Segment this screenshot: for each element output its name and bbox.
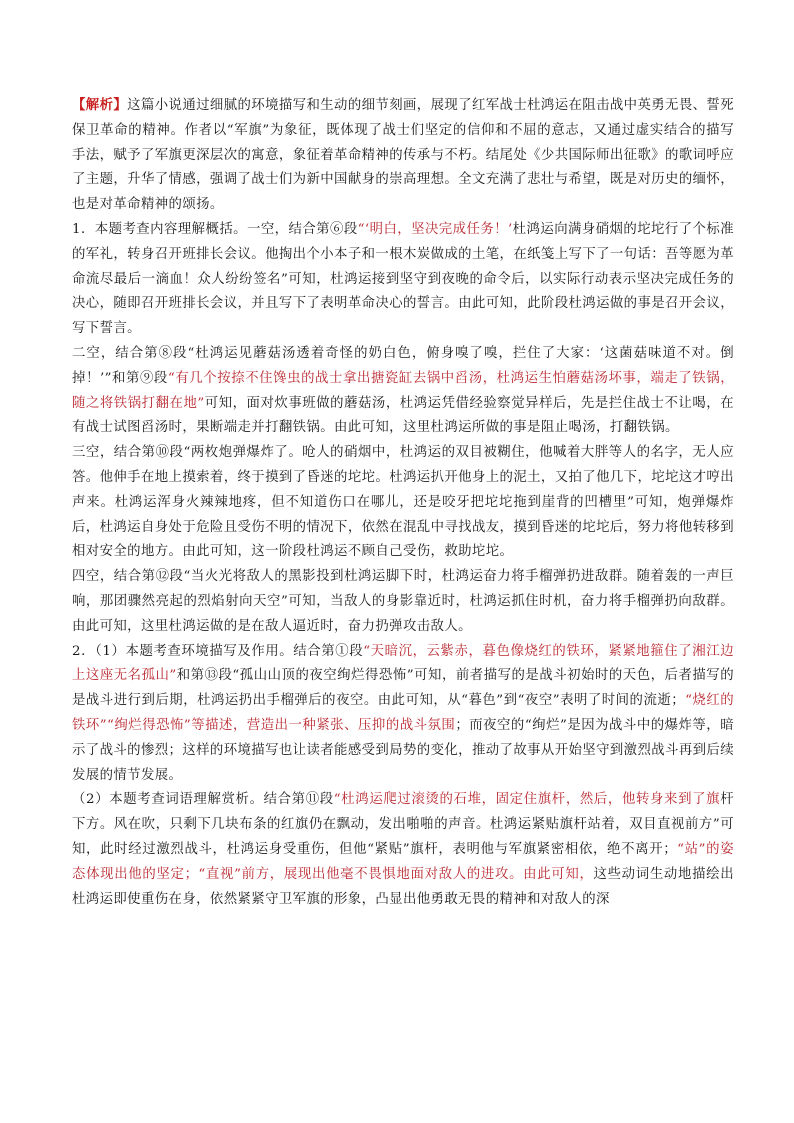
analysis-intro-text: 这篇小说通过细腻的环境描写和生动的细节刻画，展现了红军战士杜鸿运在阻击战中英勇无畏、誓死保卫革命的精神。作者以“军旗”为象征，既体现了战士们坚定的信仰和不屈的意志，又通过虚实结合的描写手法，赋予了军旗更深层次的寓意，象征着革命精神的传承与不朽。结尾处《少共国际师出征歌》的歌词呼应了主题，升华了情感，强调了战士们为新中国献身的崇高理想。全文充满了悲壮与希望，既是对历史的缅怀，也是对革命精神的颂扬。: [72, 98, 734, 213]
q2-2-intro-text: （2）本题考查词语理解赏析。结合第⑪段: [72, 792, 334, 808]
q2-2-mid-text: 杆下方。风在吹，只剩下几块布条的红旗仍在飘动，发出啪啪的声音。杜鸿运紧贴旗杆站着，双目直视前方”可知，此时经过激烈战斗，杜鸿运身受重伤，但他“紧贴”旗杆，表明他与军旗紧密相依，绝不离开；: [72, 792, 734, 857]
q2-1-quote2-text: “烧红的铁环”“绚烂得恐怖”等描述，营造出一种紧张、压抑的战斗氛围: [72, 693, 735, 733]
q2-2-quote1-text: “杜鸿运爬过滚烫的石堆，固定住旗杆，然后，他转身来到了旗: [333, 792, 721, 808]
q1-blank2-quote-text: “有几个按捺不住馋虫的战士拿出搪瓷缸去锅中舀汤，杜鸿运生怕蘑菇汤坏事，端走了铁锅，随之将铁锅打翻在地”: [72, 370, 734, 411]
question-2-part-2-paragraph: [72, 788, 734, 912]
analysis-label: 【解析】: [72, 97, 128, 113]
q1-blank2-rest-text: 可知，面对炊事班做的蘑菇汤，杜鸿运凭借经验察觉异样后，先是拦住战士不让喝，在有战士试图舀汤时，果断端走并打翻铁锅。由此可知，这里杜鸿运所做的事是阻止喝汤，打翻铁锅。: [72, 395, 734, 436]
q2-2-quote2-text: “站”的姿态体现出他的坚定；“直视”前方，展现出他毫不畏惧地面对敌人的进攻。由此可知，: [72, 841, 734, 882]
question-1-blank-2-paragraph: [72, 342, 734, 441]
question-1-blank-3-paragraph: 三空，结合第⑩段“两枚炮弹爆炸了。呛人的硝烟中，杜鸿运的双目被糊住，他喊着大胖等人的名字，无人应答。他伸手在地上摸索着，终于摸到了昏迷的坨坨。杜鸿运扒开他身上的泥土，又拍了他几下，坨坨这才哼出声来。杜鸿运浑身火辣辣地疼，但不知道伤口在哪儿，还是咬牙把坨坨拖到崖背的凹槽里”可知，炮弹爆炸后，杜鸿运自身处于危险且受伤不明的情况下，依然在混乱中寻找战友，摸到昏迷的坨坨后，努力将他转移到相对安全的地方。由此可知，这一阶段杜鸿运不顾自己受伤，救助坨坨。: [72, 445, 734, 560]
q1-blank2-intro-text: 二空，结合第⑧段“杜鸿运见蘑菇汤透着奇怪的奶白色，俯身嗅了嗅，拦住了大家：‘这菌菇味道不对。倒掉！’”和第⑨段: [72, 345, 734, 386]
question-1-blank-4-paragraph: 四空，结合第⑫段“当火光将敌人的黑影投到杜鸿运脚下时，杜鸿运奋力将手榴弹扔进敌群。随着轰的一声巨响，那团骤然亮起的烈焰射向天空”可知，当敌人的身影靠近时，杜鸿运抓住时机，奋力将手榴弹扔向敌群。由此可知，这里杜鸿运做的是在敌人逼近时，奋力扔弹攻击敌人。: [72, 569, 734, 634]
analysis-intro-paragraph: [72, 93, 734, 218]
q1-rest-text: 杜鸿运向满身硝烟的坨坨行了个标准的军礼，转身召开班排长会议。他掏出个小本子和一根木炭做成的土笔，在纸笺上写下了一句话：吾等愿为革命流尽最后一滴血！众人纷纷签名”可知，杜鸿运接到坚守到夜晚的命令后，以实际行动表示坚决完成任务的决心，随即召开班排长会议，并且写下了表明革命决心的誓言。由此可知，此阶段杜鸿运做的事是召开会议，写下誓言。: [72, 221, 735, 337]
question-2-part-1-paragraph: [72, 640, 734, 789]
q2-2-rest-text: 这些动词生动地描绘出杜鸿运即使重伤在身，依然紧紧守卫军旗的形象，凸显出他勇敢无畏的精神和对敌人的深: [72, 866, 735, 907]
q1-quote-text: “‘明白，坚决完成任务！’: [357, 221, 513, 237]
q2-1-rest-text: ；而夜空的“绚烂”是因为战斗中的爆炸等，暗示了战斗的惨烈；这样的环境描写也让读者能感受到局势的变化，推动了故事从开始坚守到激烈战斗再到后续发展的情节发展。: [72, 717, 735, 783]
q1-intro-text: 1．本题考查内容理解概括。一空，结合第⑥段: [72, 221, 358, 237]
q2-1-mid-text: 和第⑬段“孤山山顶的夜空绚烂得恐怖”可知，前者描写的是战斗初始时的天色，后者描写的是战斗进行到后期，杜鸿运扔出手榴弹后的夜空。由此可知，从“暮色”到“夜空”表明了时间的流逝；: [72, 668, 734, 709]
q2-1-intro-text: 2．（1）本题考查环境描写及作用。结合第①段: [72, 643, 364, 659]
q2-1-quote1-text: “天暗沉，云紫赤，暮色像烧红的铁环，紧紧地箍住了湘江边上这座无名孤山”: [72, 643, 734, 684]
question-1-blank-1-paragraph: [72, 218, 734, 342]
